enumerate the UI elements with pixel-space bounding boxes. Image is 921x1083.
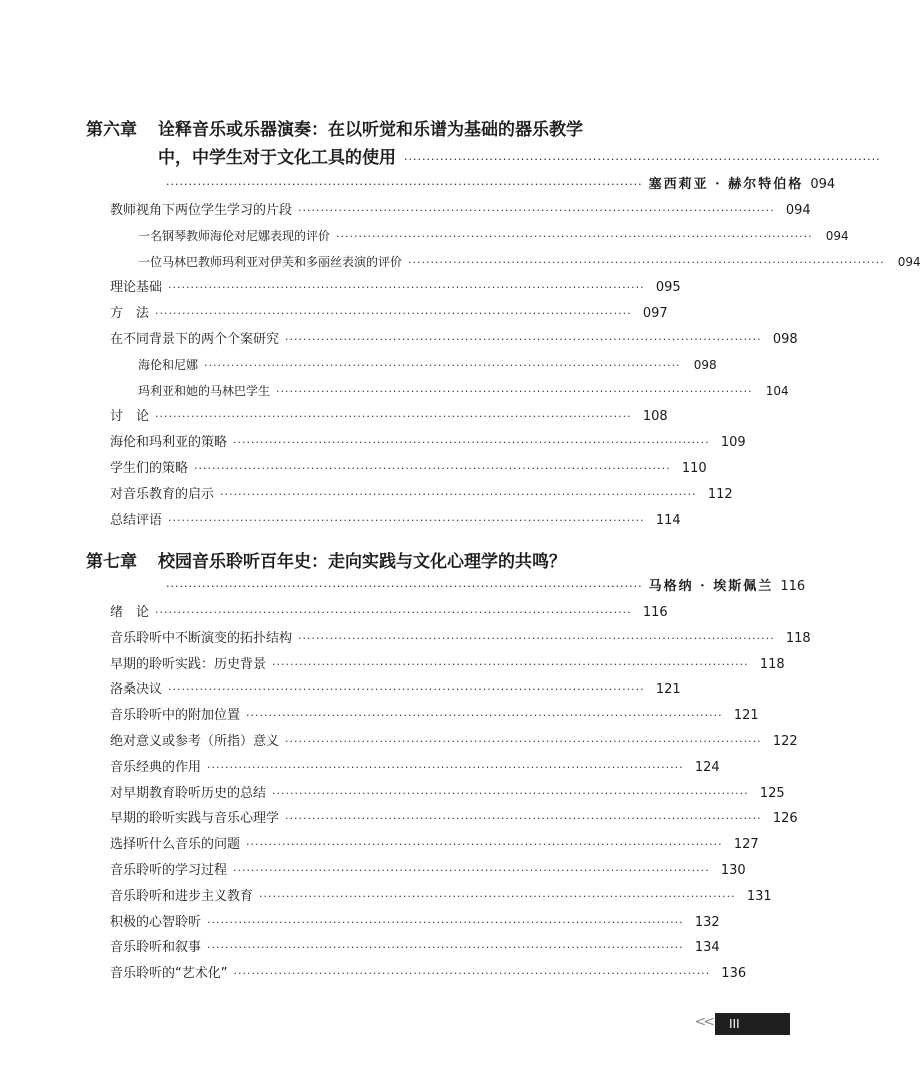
entry-title: 对早期教育聆听历史的总结 [110,785,267,801]
entry-page-number: 094 [897,254,921,269]
entry-title: 学生们的策略 [110,460,189,476]
toc-subentry[interactable] [138,353,717,379]
toc-entry[interactable] [110,935,720,961]
dot-leader: ·········································································································· [404,153,881,166]
dot-leader: ·········································································································· [220,487,697,501]
entry-page-number: 110 [681,460,707,476]
entry-title: 一名钢琴教师海伦对尼娜表现的评价 [138,228,331,243]
dot-leader: ·········································································································· [166,580,643,593]
entry-title: 讨 论 [110,409,150,425]
toc-entry[interactable] [110,327,798,353]
chapter-6 [86,116,921,533]
chapter-author: 塞西莉亚 · 赫尔特伯格 [648,177,804,192]
entry-page-number: 095 [655,280,681,296]
entry-page-number: 118 [759,656,785,672]
entry-title: 一位马林巴教师玛利亚对伊芙和多丽丝表演的评价 [138,254,403,269]
entry-page-number: 130 [720,862,746,878]
dot-leader: ·········································································································· [155,410,632,424]
entry-title: 玛利亚和她的马林巴学生 [138,383,271,398]
entry-title: 音乐聆听中不断演变的拓扑结构 [110,630,293,646]
page-numeral: III [729,1017,740,1031]
chapter-number: 第七章 [86,552,137,572]
toc-entry[interactable] [110,832,759,858]
toc-entry[interactable] [110,806,798,832]
dot-leader: ·········································································································· [207,760,684,774]
entry-title: 音乐聆听和进步主义教育 [110,888,254,904]
chapter-6-title-line2 [86,144,881,172]
toc-entry[interactable] [110,755,720,781]
toc-entry[interactable] [110,858,746,884]
dot-leader: ·········································································································· [233,863,710,877]
toc-entry[interactable] [110,301,668,327]
entry-title: 音乐聆听的学习过程 [110,862,228,878]
entry-page-number: 109 [720,435,746,451]
dot-leader: ·········································································································· [233,967,711,981]
entry-title: 教师视角下两位学生学习的片段 [110,203,293,218]
dot-leader: ·········································································································· [207,941,684,955]
chapter-7-entries [86,600,811,987]
entry-page-number: 132 [694,914,720,930]
entry-title: 理论基础 [110,280,163,296]
toc-entry[interactable] [110,910,720,936]
chapter-7-title-line1 [86,548,616,576]
entry-title: 选择听什么音乐的问题 [110,837,241,853]
entry-page-number: 116 [642,605,668,620]
entry-page-number: 094 [825,228,849,243]
toc-entry[interactable] [110,677,681,703]
dot-leader: ·········································································································· [207,915,684,929]
entry-title: 音乐聆听和叙事 [110,940,202,956]
entry-page-number: 131 [746,888,772,904]
entry-title: 对音乐教育的启示 [110,486,215,502]
dot-leader: ·········································································································· [194,461,671,475]
entry-title: 海伦和尼娜 [138,357,199,372]
dot-leader: ·········································································································· [259,889,736,903]
chapter-number: 第六章 [86,120,137,140]
toc-entry[interactable] [110,482,733,508]
toc-entry[interactable] [110,729,798,755]
toc-entry[interactable] [110,404,668,430]
dot-leader: ·········································································································· [233,436,710,450]
toc-entry[interactable] [110,456,707,482]
entry-page-number: 127 [733,837,759,853]
entry-title: 绪 论 [110,605,150,620]
entry-page-number: 094 [785,203,811,218]
chapter-6-title-line1 [86,116,616,144]
entry-page-number: 125 [759,785,785,801]
dot-leader: ·········································································································· [272,657,749,671]
entry-page-number: 112 [707,486,733,502]
entry-page-number: 104 [765,383,789,398]
entry-title: 音乐经典的作用 [110,759,202,775]
dot-leader: ·········································································································· [336,229,813,243]
toc-entry[interactable] [110,961,747,987]
entry-title: 在不同背景下的两个个案研究 [110,331,280,347]
toc-entry[interactable] [110,600,668,626]
toc-entry[interactable] [110,430,746,456]
entry-title: 方 法 [110,306,150,322]
entry-title: 早期的聆听实践：历史背景 [110,656,267,672]
page-number-tab [715,1013,790,1035]
entry-title: 洛桑决议 [110,682,163,698]
entry-page-number: 118 [785,630,811,646]
entry-title: 总结评语 [110,512,163,528]
chapter-6-entries [86,198,921,533]
chapter-author-line [166,574,806,600]
chapter-page[interactable]: 116 [780,579,806,594]
entry-page-number: 098 [693,357,717,372]
dot-leader: ·········································································································· [204,358,681,372]
toc-entry[interactable] [110,275,681,301]
chevron-left-icon[interactable]: << [694,1014,712,1030]
dot-leader: ·········································································································· [168,683,645,697]
entry-page-number: 098 [772,331,798,347]
dot-leader: ·········································································································· [168,513,645,527]
entry-title: 早期的聆听实践与音乐心理学 [110,811,280,827]
chapter-page[interactable]: 094 [810,177,836,192]
entry-page-number: 097 [642,306,668,322]
dot-leader: ·········································································································· [285,734,762,748]
entry-page-number: 114 [655,512,681,528]
toc-entry[interactable] [110,652,785,678]
dot-leader: ·········································································································· [408,255,885,269]
dot-leader: ·········································································································· [276,384,753,398]
entry-title: 绝对意义或参考（所指）意义 [110,733,280,749]
dot-leader: ·········································································································· [246,709,723,723]
toc-entry[interactable] [110,508,681,534]
chapter-title: 诠释音乐或乐器演奏：在以听觉和乐谱为基础的器乐教学 [158,120,583,140]
entry-page-number: 134 [694,940,720,956]
dot-leader: ·········································································································· [168,281,645,295]
chapter-7 [86,548,811,987]
entry-title: 积极的心智聆听 [110,914,202,930]
dot-leader: ·········································································································· [166,178,643,191]
entry-title: 音乐聆听的“艺术化” [110,966,228,982]
toc-entry[interactable] [110,781,785,807]
dot-leader: ·········································································································· [246,838,723,852]
entry-page-number: 108 [642,409,668,425]
dot-leader: ·········································································································· [272,786,749,800]
entry-page-number: 122 [772,733,798,749]
toc-subentry[interactable] [138,250,921,276]
entry-page-number: 124 [694,759,720,775]
entry-page-number: 121 [733,708,759,724]
chapter-author: 马格纳 · 埃斯佩兰 [648,579,774,594]
dot-leader: ·········································································································· [298,631,775,645]
toc-entry[interactable] [110,884,772,910]
toc-subentry[interactable] [138,379,789,405]
toc-entry[interactable] [110,626,811,652]
dot-leader: ·········································································································· [155,606,632,619]
dot-leader: ·········································································································· [155,307,632,321]
chapter-author-line [166,172,836,198]
dot-leader: ·········································································································· [298,204,775,217]
entry-title: 音乐聆听中的附加位置 [110,708,241,724]
toc-entry[interactable] [110,198,811,224]
entry-page-number: 121 [655,682,681,698]
dot-leader: ·········································································································· [285,332,762,346]
toc-subentry[interactable] [138,224,849,250]
entry-title: 海伦和玛利亚的策略 [110,435,228,451]
toc-entry[interactable] [110,703,759,729]
chapter-title-continued: 中，中学生对于文化工具的使用 [158,148,396,168]
dot-leader: ·········································································································· [285,812,762,826]
entry-page-number: 126 [772,811,798,827]
entry-page-number: 136 [721,966,747,982]
chapter-title: 校园音乐聆听百年史：走向实践与文化心理学的共鸣？ [158,552,566,572]
